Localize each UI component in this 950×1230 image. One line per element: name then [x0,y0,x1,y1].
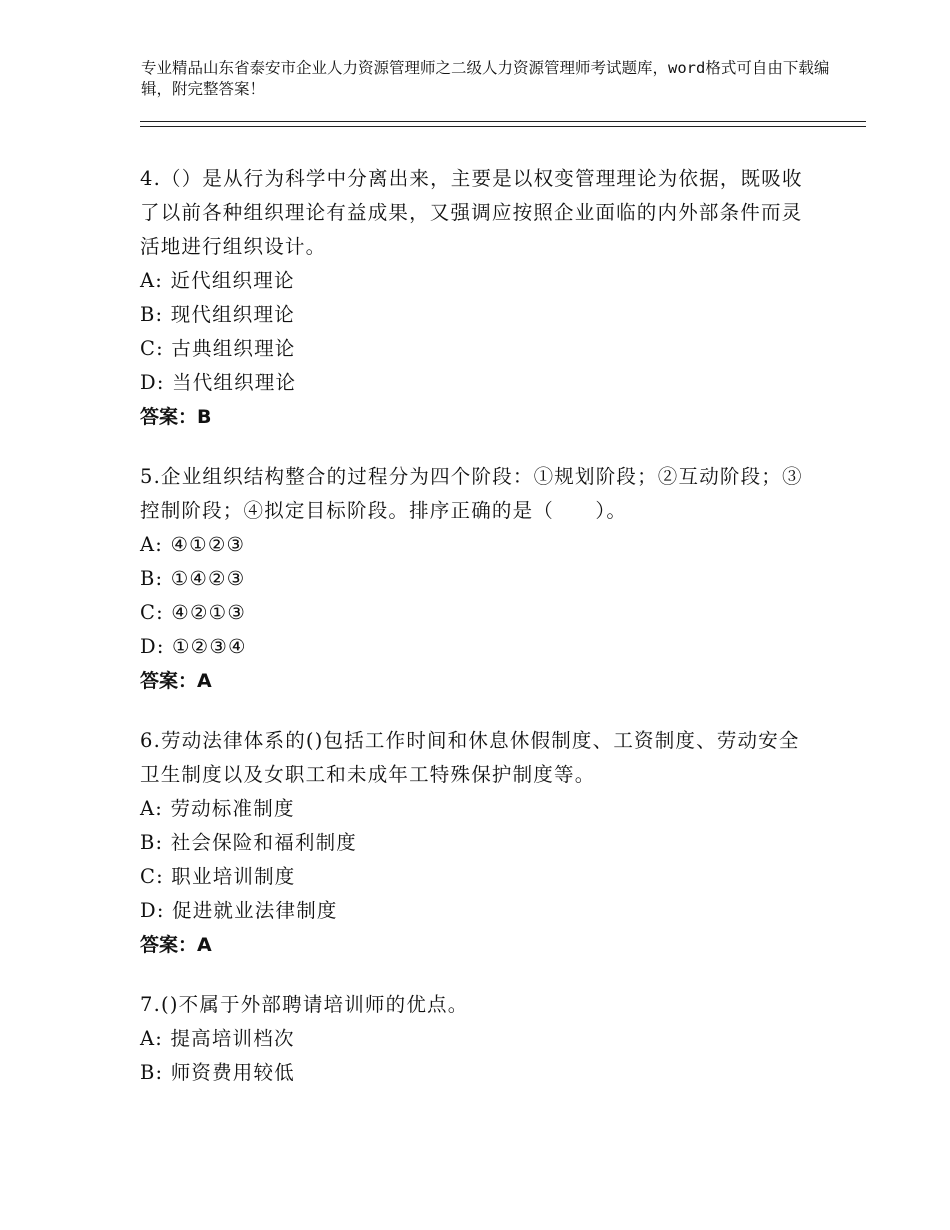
question-stem: 7.()不属于外部聘请培训师的优点。 [140,993,469,1016]
option-a: A: 近代组织理论 [140,269,295,292]
question-list [140,162,820,1116]
option-c: C: 职业培训制度 [140,865,296,888]
answer-label: 答案：A [140,670,212,692]
option-d: D: 促进就业法律制度 [140,899,338,922]
option-c: C: ④②①③ [140,601,247,624]
option-c: C: 古典组织理论 [140,337,296,360]
question-stem: 6.劳动法律体系的()包括工作时间和休息休假制度、工资制度、劳动安全卫生制度以及女职工和未成年工特殊保护制度等。 [140,729,800,786]
option-a: A: 劳动标准制度 [140,797,295,820]
option-a: A: 提高培训档次 [140,1027,295,1050]
option-b: B: 师资费用较低 [140,1061,295,1084]
question-stem: 4.（）是从行为科学中分离出来，主要是以权变管理理论为依据，既吸收了以前各种组织理论有益成果，又强调应按照企业面临的内外部条件而灵活地进行组织设计。 [140,167,803,258]
question-6 [140,724,820,962]
option-b: B: ①④②③ [140,567,246,590]
document-header: 专业精品山东省泰安市企业人力资源管理师之二级人力资源管理师考试题库，word格式可自由下载编辑，附完整答案！ [141,59,830,98]
question-5 [140,460,820,698]
question-7 [140,988,820,1090]
option-b: B: 社会保险和福利制度 [140,831,357,854]
answer-label: 答案：B [140,406,212,428]
question-stem: 5.企业组织结构整合的过程分为四个阶段：①规划阶段；②互动阶段；③控制阶段；④拟定目标阶段。排序正确的是（ ）。 [140,465,803,522]
question-4 [140,162,820,434]
header-divider [140,121,866,127]
option-d: D: ①②③④ [140,635,247,658]
option-b: B: 现代组织理论 [140,303,295,326]
answer-label: 答案：A [140,934,212,956]
option-d: D: 当代组织理论 [140,371,297,394]
option-a: A: ④①②③ [140,533,246,556]
